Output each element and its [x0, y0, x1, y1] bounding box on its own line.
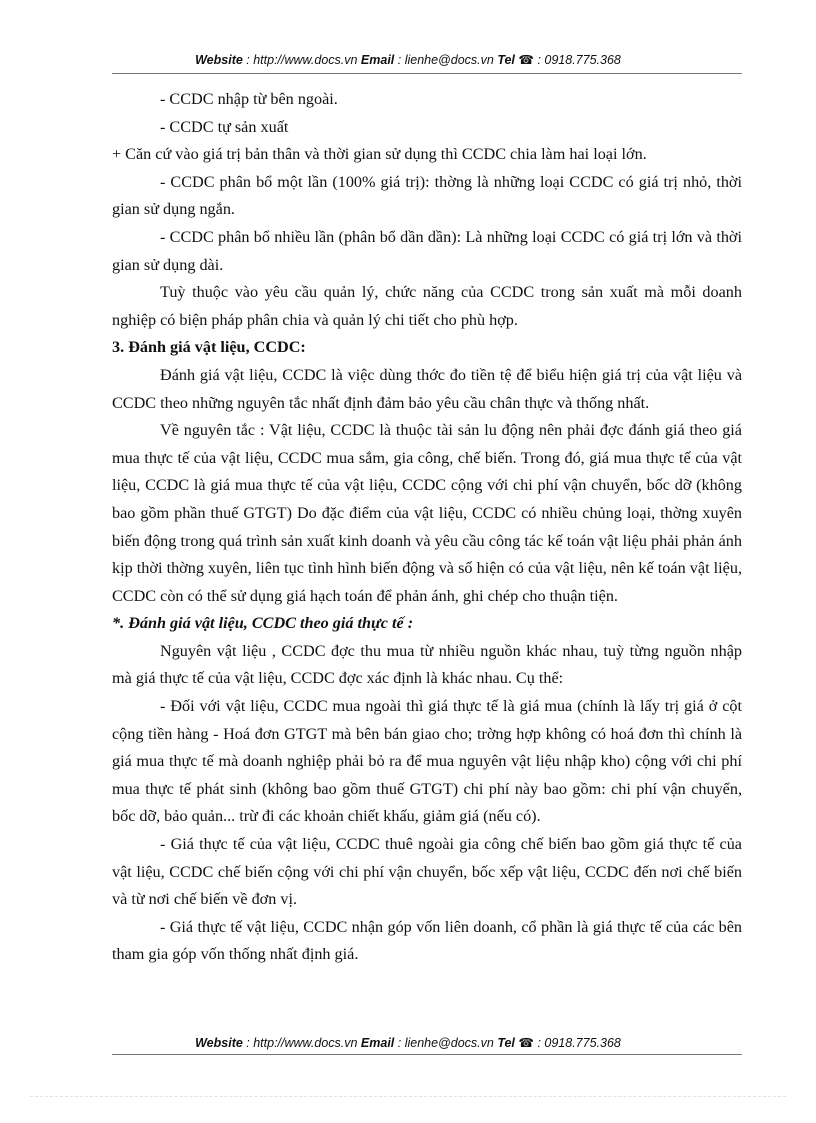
header-website-label: Website [195, 53, 243, 67]
footer-email-address[interactable]: : lienhe@docs.vn [394, 1036, 498, 1050]
header-tel-number: : 0918.775.368 [533, 53, 621, 67]
paragraph-valuation-definition: Đánh giá vật liệu, CCDC là việc dùng thớc đo tiền tệ để biểu hiện giá trị của vật liệu và CCDC theo những nguyên tắc nhất định đảm bảo yêu cầu chân thực và thống nhất. [112, 365, 742, 412]
paragraph-depending-on-management: Tuỳ thuộc vào yêu cầu quản lý, chức năng của CCDC trong sản xuất mà mỗi doanh nghiệp có biện pháp phân chia và quản lý chi tiết cho phù hợp. [112, 283, 742, 329]
paragraph-capital-contribution: - Giá thực tế vật liệu, CCDC nhận góp vốn liên doanh, cổ phần là giá thực tế của các bên tham gia góp vốn thống nhất định giá. [112, 917, 742, 964]
footer-tel-label: Tel [497, 1036, 515, 1050]
footer-tel-number: : 0918.775.368 [533, 1036, 621, 1050]
paragraph-one-time-allocation: - CCDC phân bổ một lần (100% giá trị): thờng là những loại CCDC có giá trị nhỏ, thời gian sử dụng ngắn. [112, 172, 742, 219]
footer-website-url[interactable]: : http://www.docs.vn [242, 1036, 361, 1050]
paragraph-multi-allocation: - CCDC phân bổ nhiều lần (phân bổ dần dần): Là những loại CCDC có giá trị lớn và thời gian sử dụng dài. [112, 227, 742, 274]
paragraph-sources: Nguyên vật liệu , CCDC đợc thu mua từ nhiều nguồn khác nhau, tuỳ từng nguồn nhập mà giá thực tế của vật liệu, CCDC đợc xác định là khác nhau. Cụ thể: [112, 641, 742, 688]
paragraph-ccdc-self-produced: - CCDC tự sản xuất [160, 117, 289, 136]
paragraph-classification-by-value: + Căn cứ vào giá trị bản thân và thời gian sử dụng thì CCDC chia làm hai loại lớn. [112, 145, 647, 164]
paragraph-valuation-principle: Về nguyên tắc : Vật liệu, CCDC là thuộc tài sản lu động nên phải đợc đánh giá theo giá mua thực tế của vật liệu, CCDC mua sắm, gia công, chế biến. Trong đó, giá mua thực tế của vật liệu, CCDC là giá mua thực tế của vật liệu, CCDC cộng với chi phí vận chuyển, bốc dỡ (không bao gồm phần thuế GTGT) Do đặc điểm của vật liệu, CCDC có nhiều chủng loại, thờng xuyên biến động trong quá trình sản xuất kinh doanh và yêu cầu công tác kế toán vật liệu phải phản ánh kịp thời thờng xuyên, liên tục tình hình biến động và số hiện có của vật liệu, nên kế toán vật liệu, CCDC còn có thể sử dụng giá hạch toán để phản ánh, ghi chép cho thuận tiện. [112, 421, 742, 605]
header-tel-label: Tel [497, 53, 515, 67]
footer-rule [112, 1054, 742, 1055]
header-email-address[interactable]: : lienhe@docs.vn [394, 53, 498, 67]
footer-website-label: Website [195, 1036, 243, 1050]
phone-icon: ☎ [518, 1036, 534, 1050]
header-website-url[interactable]: : http://www.docs.vn [242, 53, 361, 67]
header-rule [112, 73, 742, 74]
footer-email-label: Email [360, 1036, 395, 1050]
section-heading-3: 3. Đánh giá vật liệu, CCDC: [112, 338, 306, 357]
page-boundary-line [30, 1096, 786, 1097]
page-body [112, 86, 742, 969]
paragraph-ccdc-imported: - CCDC nhập từ bên ngoài. [160, 90, 338, 108]
subsection-heading-actual-price: *. Đánh giá vật liệu, CCDC theo giá thực tế : [112, 614, 414, 633]
paragraph-purchased-materials: - Đối với vật liệu, CCDC mua ngoài thì giá thực tế là giá mua (chính là lấy trị giá ở cột cộng tiền hàng - Hoá đơn GTGT mà bên bán giao cho; trờng hợp không có hoá đơn thì chính là giá mua thực tế mà doanh nghiệp phải bỏ ra để mua nguyên vật liệu nhập kho) cộng với chi phí mua thực tế phát sinh (không bao gồm thuế GTGT) chi phí này bao gồm: chi phí vận chuyển, bốc dỡ, bảo quản... trừ đi các khoản chiết khấu, giảm giá (nếu có). [112, 697, 742, 826]
paragraph-outsourced-processing: - Giá thực tế của vật liệu, CCDC thuê ngoài gia công chế biến bao gồm giá thực tế của vật liệu, CCDC chế biến cộng với chi phí vận chuyển, bốc xếp vật liệu, CCDC đến nơi chế biến và từ nơi chế biến về đơn vị. [112, 835, 742, 909]
page-footer [0, 1035, 816, 1050]
page-header [0, 52, 816, 67]
header-email-label: Email [360, 53, 395, 67]
phone-icon: ☎ [518, 53, 534, 67]
